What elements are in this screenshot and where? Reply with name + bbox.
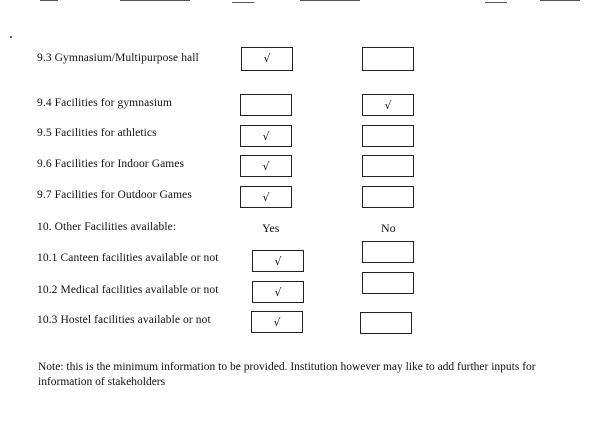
yes-checkbox-athletics[interactable] (240, 125, 292, 147)
check-mark-icon: √ (262, 191, 270, 204)
check-mark-icon: √ (384, 99, 392, 112)
row-label-canteen: 10.1 Canteen facilities available or not (37, 252, 219, 264)
no-checkbox-hostel[interactable] (360, 312, 412, 334)
no-checkbox-canteen[interactable] (362, 241, 414, 263)
no-checkbox-gymnasium-hall[interactable] (362, 47, 414, 71)
row-label-medical: 10.2 Medical facilities available or not (37, 284, 219, 296)
yes-checkbox-outdoor-games[interactable] (240, 186, 292, 208)
check-mark-icon: √ (263, 52, 271, 65)
no-checkbox-medical[interactable] (362, 272, 414, 294)
no-checkbox-gymnasium-facilities[interactable] (362, 94, 414, 116)
section-heading-other-facilities: 10. Other Facilities available: (37, 221, 177, 233)
row-label-gymnasium-facilities: 9.4 Facilities for gymnasium (37, 97, 173, 109)
no-checkbox-outdoor-games[interactable] (362, 186, 414, 208)
check-mark-icon: √ (274, 255, 282, 268)
column-header-no: No (381, 221, 396, 235)
row-label-indoor-games: 9.6 Facilities for Indoor Games (37, 158, 185, 170)
row-label-outdoor-games: 9.7 Facilities for Outdoor Games (37, 189, 192, 201)
yes-checkbox-medical[interactable] (252, 281, 304, 303)
check-mark-icon: √ (262, 130, 270, 143)
row-label-gymnasium-hall: 9.3 Gymnasium/Multipurpose hall (37, 52, 199, 64)
row-label-athletics: 9.5 Facilities for athletics (37, 127, 157, 139)
no-checkbox-athletics[interactable] (362, 125, 414, 147)
no-checkbox-indoor-games[interactable] (362, 155, 414, 177)
yes-checkbox-canteen[interactable] (252, 250, 304, 272)
yes-checkbox-gymnasium-hall[interactable] (241, 47, 293, 71)
row-label-hostel: 10.3 Hostel facilities available or not (37, 314, 211, 326)
check-mark-icon: √ (262, 160, 270, 173)
scan-speck (10, 36, 12, 38)
column-header-yes: Yes (262, 221, 280, 235)
yes-checkbox-hostel[interactable] (251, 311, 303, 333)
check-mark-icon: √ (274, 286, 282, 299)
scan-top-edge-marks (0, 0, 600, 8)
check-mark-icon: √ (273, 316, 281, 329)
footnote: Note: this is the minimum information to be provided. Institution however may like to add further inputs for information of stakeholders (38, 361, 536, 388)
yes-checkbox-indoor-games[interactable] (240, 155, 292, 177)
yes-checkbox-gymnasium-facilities[interactable] (240, 94, 292, 116)
